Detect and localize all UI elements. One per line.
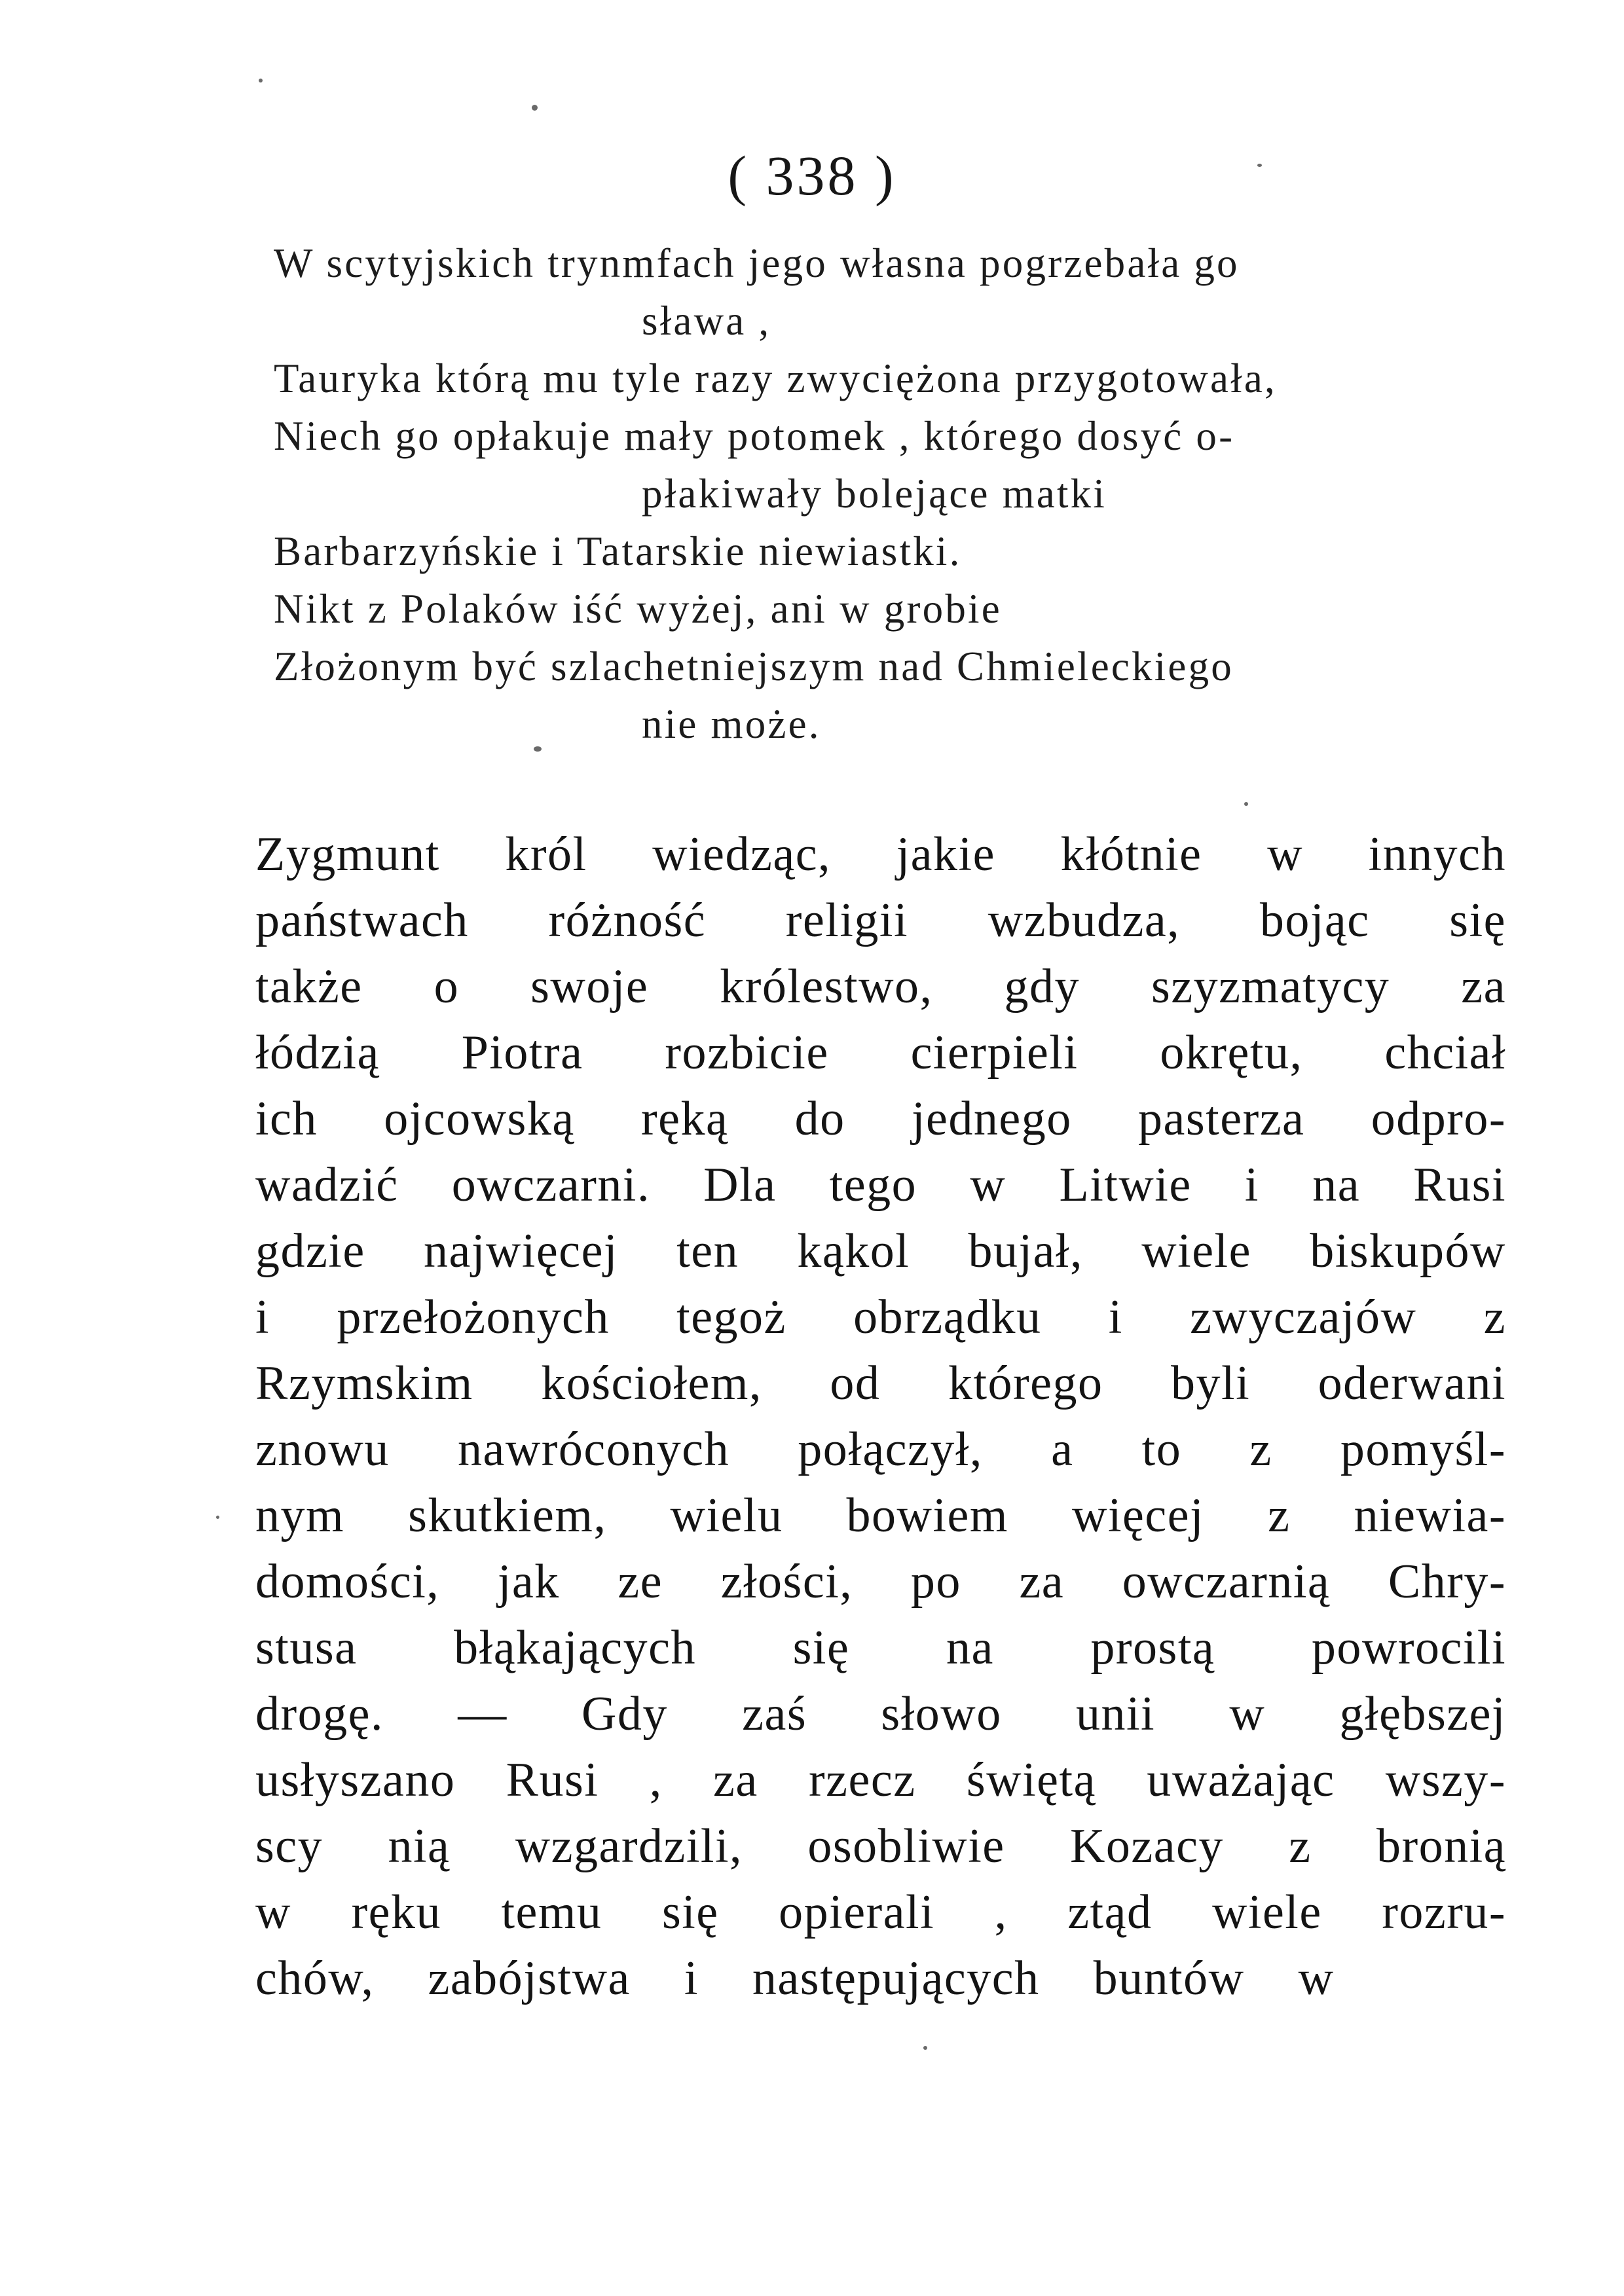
paper-speck xyxy=(923,2046,927,2050)
verse-line: płakiwały bolejące matki xyxy=(642,471,1107,517)
prose-line: Zygmunt król wiedząc, jakie kłótnie w innych xyxy=(255,828,1506,881)
prose-line: Rzymskim kościołem, od którego byli oderwani xyxy=(255,1357,1506,1410)
paper-speck xyxy=(259,79,263,82)
paper-speck xyxy=(1244,802,1248,806)
prose-line: domości, jak ze złości, po za owczarnią Chry- xyxy=(255,1555,1506,1609)
prose-line: scy nią wzgardzili, osobliwie Kozacy z bronią xyxy=(255,1819,1506,1873)
verse-line: Tauryka którą mu tyle razy zwyciężona przygotowała, xyxy=(274,355,1277,401)
paper-speck xyxy=(534,746,542,752)
prose-line: w ręku temu się opierali , ztąd wiele rozru- xyxy=(255,1886,1506,1939)
prose-line: usłyszano Rusi , za rzecz świętą uważając wszy- xyxy=(255,1753,1506,1807)
prose-line: także o swoje królestwo, gdy szyzmatycy za xyxy=(255,960,1506,1013)
epitaph-verse xyxy=(274,234,1557,753)
prose-line: nym skutkiem, wielu bowiem więcej z niewia- xyxy=(255,1489,1506,1542)
prose-line: drogę. — Gdy zaś słowo unii w głębszej xyxy=(255,1687,1506,1741)
paper-speck xyxy=(216,1516,219,1519)
prose-line: chów, zabójstwa i następujących buntów w xyxy=(255,1952,1335,2005)
prose-paragraph xyxy=(255,822,1506,2012)
paper-speck xyxy=(1257,164,1262,167)
prose-line: ich ojcowską ręką do jednego pasterza odpro- xyxy=(255,1092,1506,1146)
verse-line: Złożonym być szlachetniejszym nad Chmieleckiego xyxy=(274,644,1234,689)
verse-line: Barbarzyńskie i Tatarskie niewiastki. xyxy=(274,528,962,574)
prose-line: znowu nawróconych połączył, a to z pomyśl- xyxy=(255,1423,1506,1476)
page-number: ( 338 ) xyxy=(728,144,896,207)
paper-speck xyxy=(532,105,538,111)
prose-line: stusa błąkających się na prostą powrocili xyxy=(255,1621,1506,1675)
verse-line: nie może. xyxy=(642,701,821,747)
verse-line: sława , xyxy=(642,298,771,344)
prose-line: i przełożonych tegoż obrządku i zwyczajów z xyxy=(255,1290,1506,1344)
prose-line: wadzić owczarni. Dla tego w Litwie i na Rusi xyxy=(255,1158,1506,1212)
verse-line: W scytyjskich trynmfach jego własna pogrzebała go xyxy=(274,240,1240,286)
prose-line: gdzie najwięcej ten kąkol bujał, wiele biskupów xyxy=(255,1224,1506,1278)
verse-line: Nikt z Polaków iść wyżej, ani w grobie xyxy=(274,586,1002,632)
verse-line: Niech go opłakuje mały potomek , którego dosyć o- xyxy=(274,413,1235,459)
prose-line: państwach różność religii wzbudza, bojąc się xyxy=(255,894,1506,947)
prose-line: łódzią Piotra rozbicie cierpieli okrętu, chciał xyxy=(255,1026,1506,1080)
